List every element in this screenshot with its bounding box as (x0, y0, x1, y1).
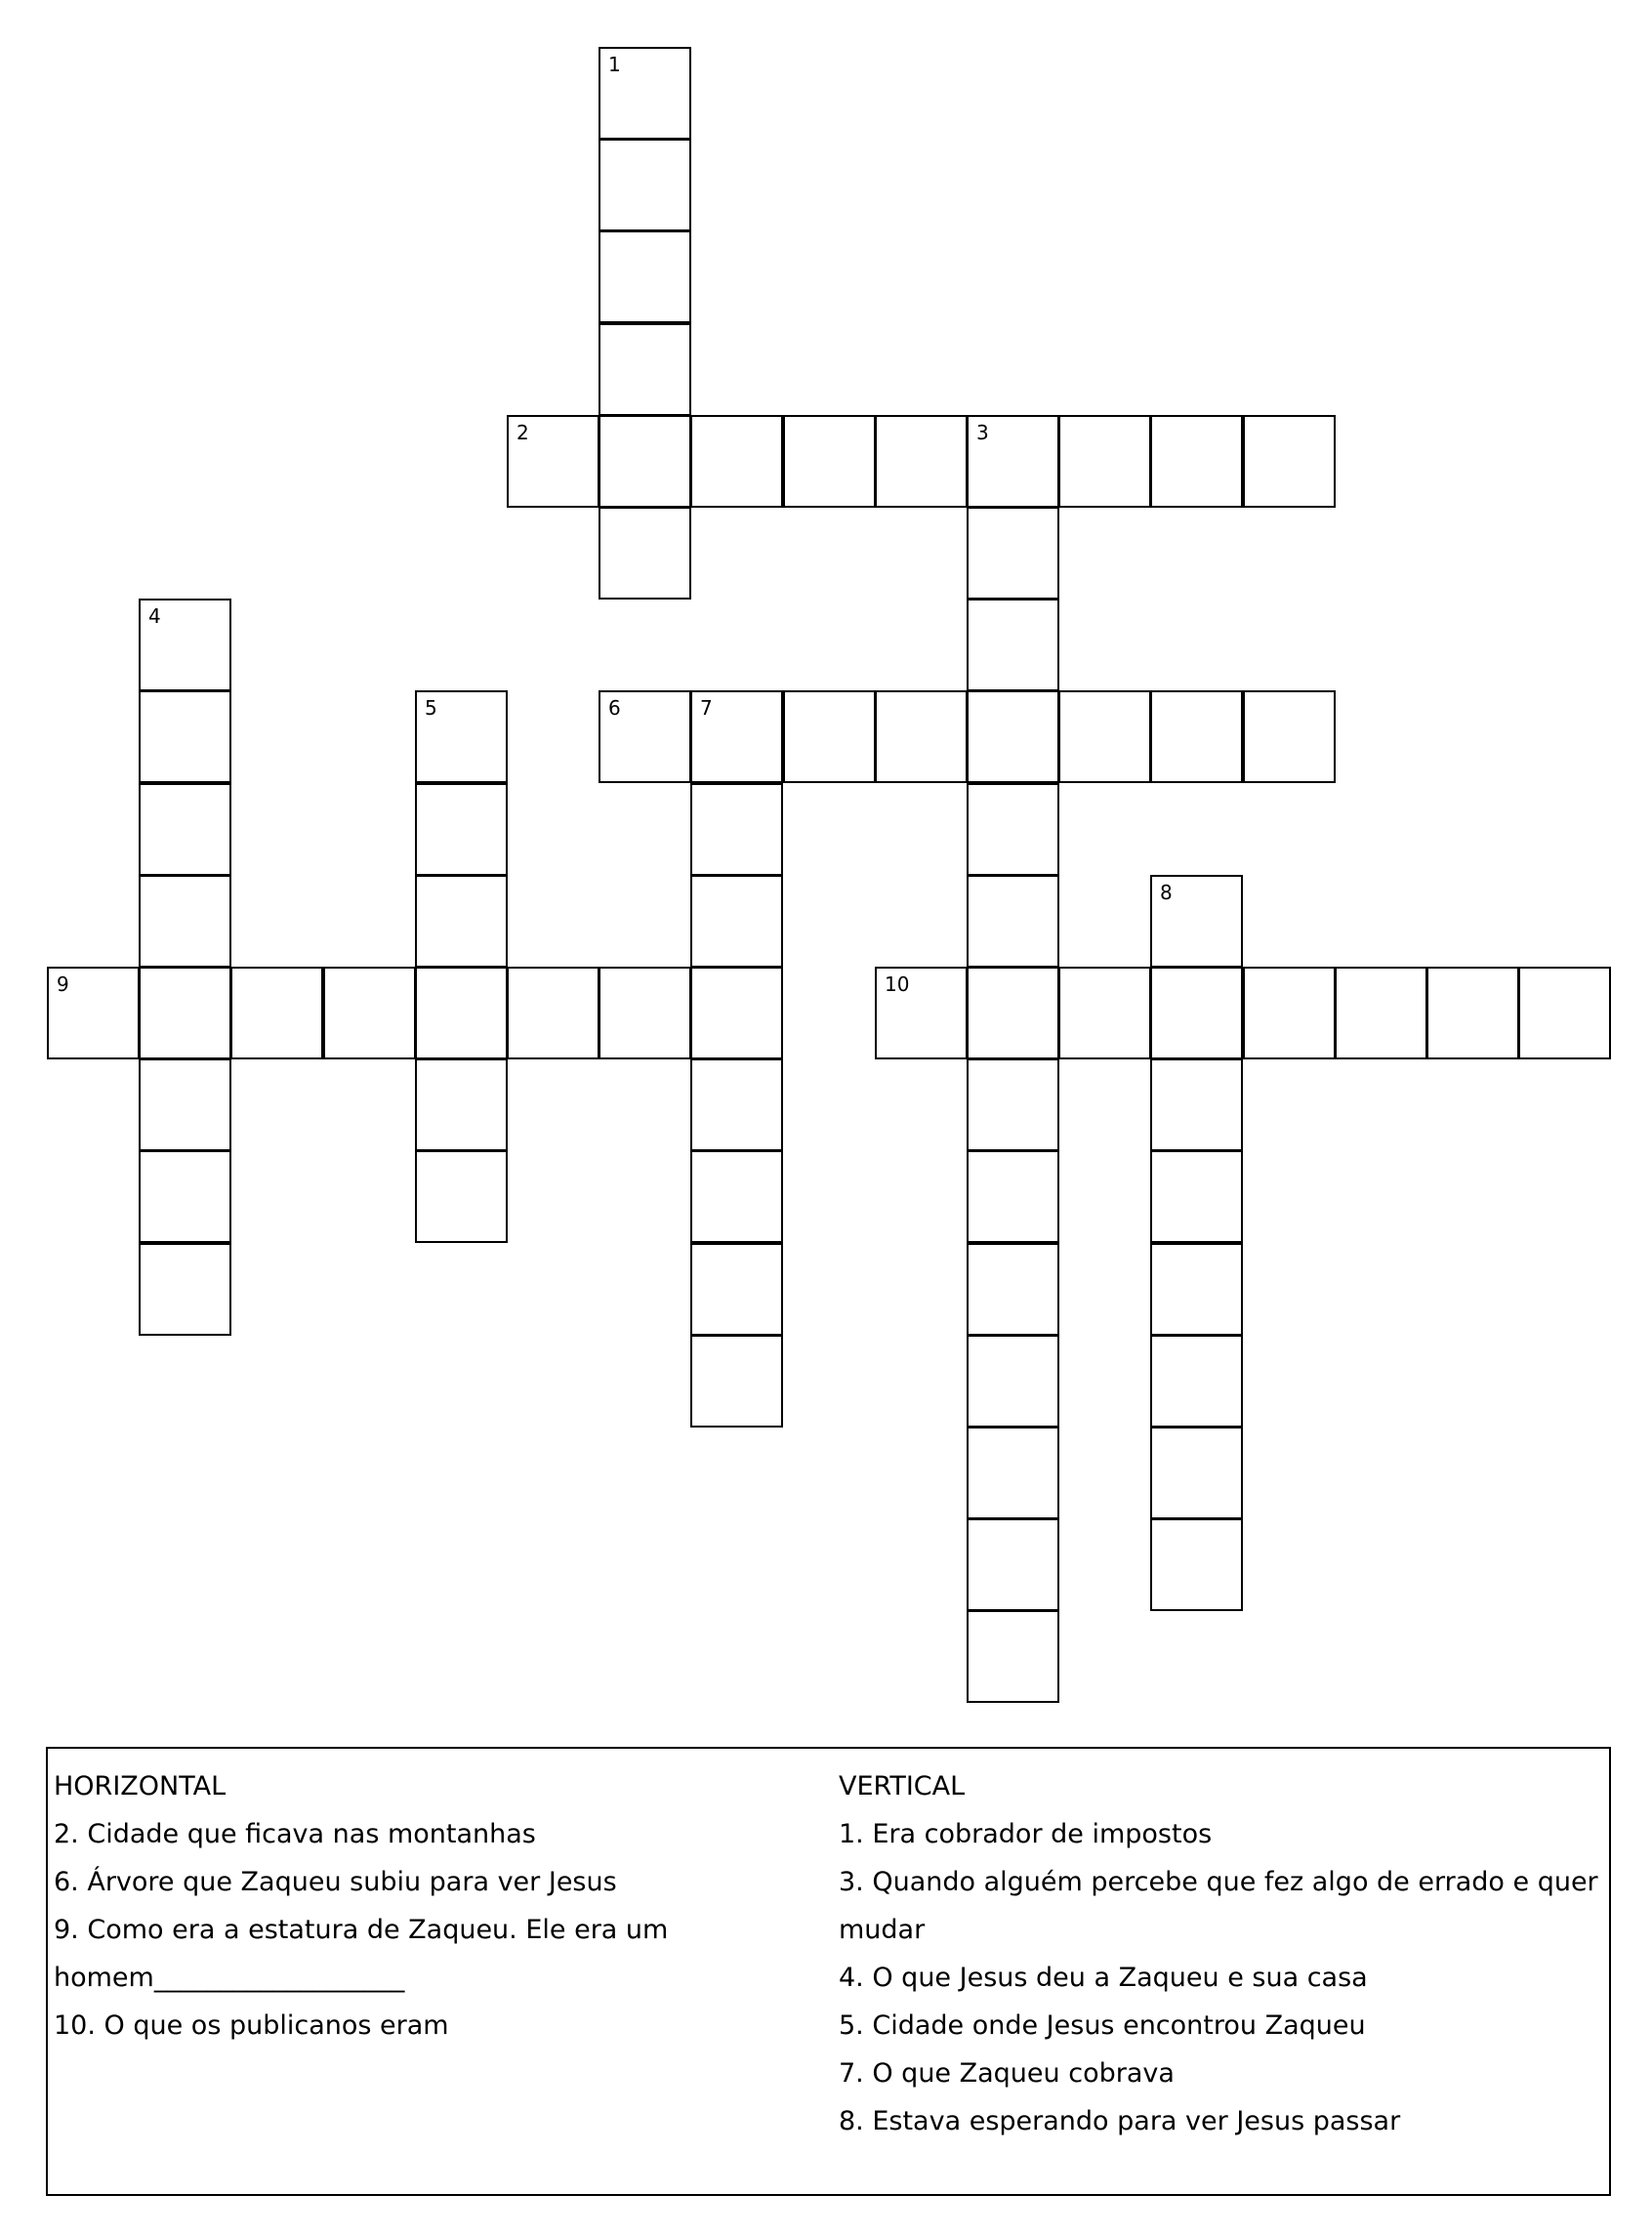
crossword-cell[interactable] (599, 415, 691, 508)
crossword-cell[interactable] (1150, 415, 1243, 508)
clue-h2: 2. Cidade que ficava nas montanhas (54, 1819, 536, 1849)
crossword-cell[interactable] (967, 415, 1059, 508)
crossword-cell[interactable] (967, 1427, 1059, 1519)
crossword-cell[interactable] (967, 1058, 1059, 1151)
crossword-cell[interactable] (967, 507, 1059, 600)
clue-number: 8 (1160, 881, 1173, 904)
crossword-cell[interactable] (967, 1518, 1059, 1611)
clue-number: 10 (885, 973, 910, 996)
crossword-cell[interactable] (139, 1058, 231, 1151)
crossword-cell[interactable] (1150, 875, 1243, 968)
crossword-cell[interactable] (323, 967, 416, 1059)
clue-v4: 4. O que Jesus deu a Zaqueu e sua casa (839, 1963, 1368, 1993)
clue-h10: 10. O que os publicanos eram (54, 2010, 449, 2041)
crossword-cell[interactable] (1150, 1058, 1243, 1151)
vertical-title: VERTICAL (839, 1771, 966, 1801)
clue-h9: 9. Como era a estatura de Zaqueu. Ele era um (54, 1915, 669, 1945)
crossword-cell[interactable] (690, 1150, 783, 1243)
crossword-cell[interactable] (967, 783, 1059, 876)
crossword-cell[interactable] (875, 415, 968, 508)
crossword-cell[interactable] (1058, 690, 1151, 783)
horizontal-clues (54, 1762, 737, 2050)
crossword-cell[interactable] (139, 690, 231, 783)
crossword-cell[interactable] (690, 783, 783, 876)
crossword-cell[interactable] (690, 415, 783, 508)
crossword-cell[interactable] (967, 1243, 1059, 1336)
clue-number: 1 (608, 53, 621, 76)
crossword-cell[interactable] (1058, 967, 1151, 1059)
crossword-cell[interactable] (415, 783, 508, 876)
crossword-cell[interactable] (1150, 1243, 1243, 1336)
crossword-cell[interactable] (1150, 1427, 1243, 1519)
clue-number: 6 (608, 696, 621, 720)
crossword-cell[interactable] (1150, 967, 1243, 1059)
crossword-cell[interactable] (599, 690, 691, 783)
crossword-cell[interactable] (139, 1243, 231, 1336)
crossword-cell[interactable] (690, 1243, 783, 1336)
crossword-cell[interactable] (139, 1150, 231, 1243)
crossword-cell[interactable] (599, 139, 691, 231)
crossword-cell[interactable] (690, 875, 783, 968)
clue-number: 5 (425, 696, 437, 720)
crossword-cell[interactable] (690, 1058, 783, 1151)
crossword-cell[interactable] (599, 967, 691, 1059)
crossword-cell[interactable] (1335, 967, 1427, 1059)
crossword-cell[interactable] (1150, 1335, 1243, 1428)
clue-v5: 5. Cidade onde Jesus encontrou Zaqueu (839, 2010, 1366, 2041)
clue-v3-continued: mudar (839, 1915, 926, 1945)
crossword-cell[interactable] (415, 690, 508, 783)
crossword-cell[interactable] (230, 967, 323, 1059)
crossword-cell[interactable] (875, 967, 968, 1059)
clue-v1: 1. Era cobrador de impostos (839, 1819, 1213, 1849)
crossword-cell[interactable] (1058, 415, 1151, 508)
crossword-cell[interactable] (1150, 1150, 1243, 1243)
crossword-cell[interactable] (139, 599, 231, 691)
crossword-cell[interactable] (1150, 690, 1243, 783)
crossword-cell[interactable] (967, 690, 1059, 783)
horizontal-title: HORIZONTAL (54, 1771, 227, 1801)
crossword-cell[interactable] (967, 1150, 1059, 1243)
crossword-cell[interactable] (967, 599, 1059, 691)
crossword-cell[interactable] (47, 967, 140, 1059)
crossword-cell[interactable] (415, 875, 508, 968)
crossword-cell[interactable] (1150, 1518, 1243, 1611)
crossword-cell[interactable] (690, 690, 783, 783)
crossword-cell[interactable] (415, 967, 508, 1059)
crossword-cell[interactable] (139, 967, 231, 1059)
vertical-clues (839, 1762, 1600, 2145)
crossword-cell[interactable] (1243, 415, 1336, 508)
clue-number: 4 (148, 604, 161, 628)
clue-number: 9 (57, 973, 69, 996)
crossword-cell[interactable] (783, 415, 876, 508)
clue-v7: 7. O que Zaqueu cobrava (839, 2058, 1175, 2089)
clue-v8: 8. Estava esperando para ver Jesus passar (839, 2106, 1401, 2136)
crossword-cell[interactable] (875, 690, 968, 783)
crossword-cell[interactable] (1243, 690, 1336, 783)
crossword-cell[interactable] (599, 47, 691, 140)
crossword-cell[interactable] (690, 1335, 783, 1428)
crossword-cell[interactable] (1518, 967, 1611, 1059)
crossword-cell[interactable] (967, 875, 1059, 968)
clues-box (46, 1747, 1611, 2196)
crossword-cell[interactable] (139, 783, 231, 876)
crossword-cell[interactable] (967, 1335, 1059, 1428)
crossword-cell[interactable] (599, 230, 691, 323)
clue-h9-continued: homem___________________ (54, 1963, 405, 1993)
crossword-cell[interactable] (1243, 967, 1336, 1059)
crossword-cell[interactable] (967, 1610, 1059, 1703)
crossword-cell[interactable] (507, 415, 599, 508)
crossword-cell[interactable] (599, 323, 691, 416)
clue-number: 7 (700, 696, 713, 720)
crossword-cell[interactable] (1426, 967, 1519, 1059)
crossword-cell[interactable] (139, 875, 231, 968)
clue-number: 3 (976, 421, 989, 444)
crossword-cell[interactable] (599, 507, 691, 600)
crossword-cell[interactable] (415, 1150, 508, 1243)
clue-number: 2 (516, 421, 529, 444)
clue-v3: 3. Quando alguém percebe que fez algo de errado e quer (839, 1867, 1598, 1897)
crossword-cell[interactable] (690, 967, 783, 1059)
clue-h6: 6. Árvore que Zaqueu subiu para ver Jesus (54, 1867, 617, 1897)
crossword-cell[interactable] (783, 690, 876, 783)
crossword-cell[interactable] (415, 1058, 508, 1151)
crossword-cell[interactable] (967, 967, 1059, 1059)
crossword-cell[interactable] (507, 967, 599, 1059)
